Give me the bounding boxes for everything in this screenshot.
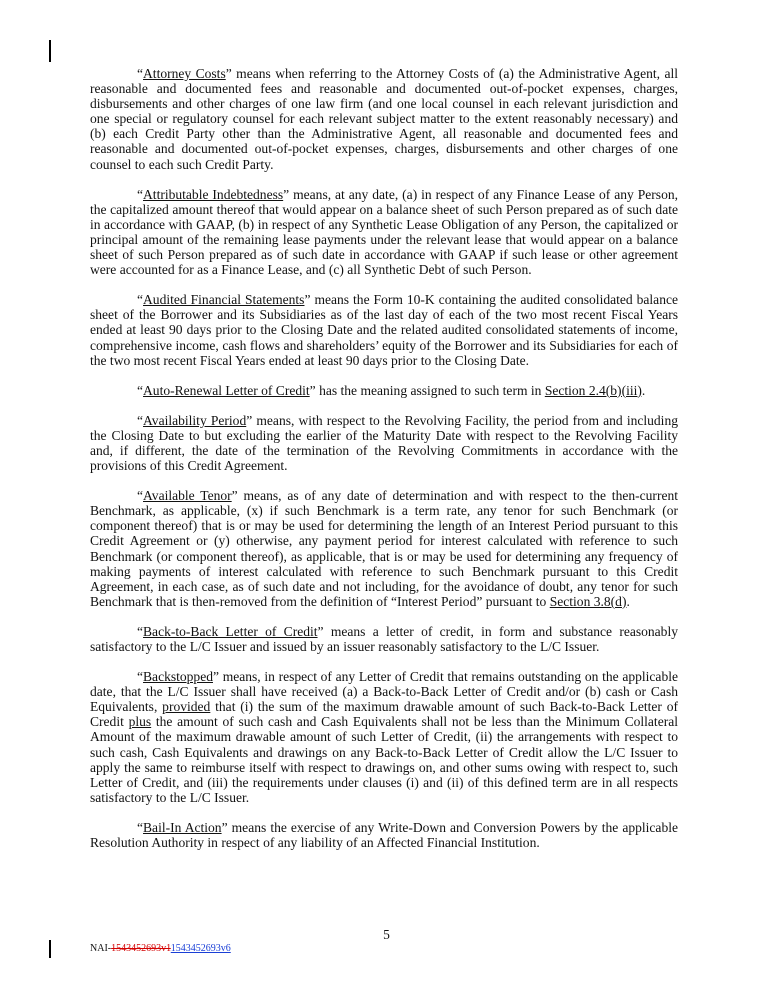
definition-text: “ [137,819,144,835]
document-id-footer [90,943,231,955]
definition-paragraph [90,292,678,367]
definition-paragraph [90,669,678,805]
definition-text: the amount of such cash and Cash Equivalents shall not be less than the Minimum Collateral Amount of the maximum drawable amount of such Letter of Credit, (ii) the arrangements with respect to such cash, Cash Equivalents and drawings on any Back-to-Back Letter of Credit allow the L/C Issuer to apply the same to reimburse itself with respect to drawings on, and other sums owing with respect to, such Letter of Credit, and (iii) the requirements under clauses (i) and (ii) of this defined term are in all respects satisfactory to the L/C Issuer. [90,714,679,805]
doc-id-inserted: 1543452693v6 [170,943,231,954]
underlined-term: Attributable Indebtedness [143,186,284,202]
doc-id-deleted: 1543452693v1 [111,943,171,954]
underlined-term: plus [128,714,152,730]
definition-text: “ [137,382,144,398]
underlined-term: Backstopped [143,669,213,685]
definition-text: ” means the exercise of any Write-Down and Conversion Powers by the applicable Resolution Authority in respect of any liability of an Affected Financial Institution. [90,819,678,851]
underlined-term: Auto-Renewal Letter of Credit [143,382,310,398]
underlined-term: Section 3.8(d) [549,593,627,609]
definition-text: “ [137,292,144,308]
definition-text: ” means, with respect to the Revolving Facility, the period from and including the Closing Date to but excluding the earlier of the Maturity Date with respect to the Revolving Facility and, if different, the date of the termination of the Revolving Commitments in accordance with the provisions of this Credit Agreement. [90,412,678,474]
underlined-term: provided [162,699,211,715]
definition-text: ” means the Form 10-K containing the audited consolidated balance sheet of the Borrower and its Subsidiaries as of the last day of each of the two most recent Fiscal Years ended at least 90 days prior to the Closing Date and the related audited consolidated statements of income, comprehensive income, cash flows and shareholders’ equity of the Borrower and its Subsidiaries for each of the two most recent Fiscal Years ended at least 90 days prior to the Closing Date. [90,292,678,368]
definition-paragraph [90,383,678,398]
definition-text: ” means, at any date, (a) in respect of any Finance Lease of any Person, the capitalized amount thereof that would appear on a balance sheet of such Person prepared as of such date in accordance with GAAP, (b) in respect of any Synthetic Lease Obligation of any Person, the capitalized or principal amount of the remaining lease payments under the relevant lease that would appear on a balance sheet of such Person prepared as of such date in accordance with GAAP if such lease or other agreement were accounted for as a Finance Lease, and (c) all Synthetic Debt of such Person. [90,186,679,278]
definition-paragraph [90,820,678,850]
definition-text: “ [137,186,144,202]
definition-paragraph [90,624,678,654]
definition-text: that (i) the sum of the maximum drawable amount of such Back-to-Back Letter of Credit [90,699,678,730]
definition-text: . [626,593,630,609]
definition-text: “ [137,623,144,639]
definition-text: ” means, in respect of any Letter of Credit that remains outstanding on the applicable date, that the L/C Issuer shall have received (a) a Back-to-Back Letter of Credit and/or (b) cash or Cash Equivalents, [90,669,678,715]
definition-paragraph [90,66,678,172]
page-number: 5 [383,927,390,942]
underlined-term: Bail-In Action [143,819,222,835]
definition-paragraph [90,187,678,278]
underlined-term: Available Tenor [143,488,232,504]
doc-id-prefix: NAI- [90,943,112,954]
definition-text: “ [137,669,144,685]
definitions-body [90,66,678,865]
change-bar-top [49,40,51,62]
definition-paragraph [90,413,678,473]
definition-text: ” means, as of any date of determination and with respect to the then-current Benchmark, as applicable, (x) if such Benchmark is a term rate, any tenor for such Benchmark (or component thereof) that is or may be used for determining the length of an Interest Period pursuant to this Credit Agreement or (y) otherwise, any payment period for interest calculated with reference to such Benchmark (or component thereof), as applicable, that is or may be used for determining any frequency of making payments of interest calculated with reference to such Benchmark pursuant to this Credit Agreement, in each case, as of such date and not including, for the avoidance of doubt, any tenor for such Benchmark that is then-removed from the definition of “Interest Period” pursuant to [90,488,679,609]
underlined-term: Attorney Costs [143,66,226,81]
definition-text: “ [137,488,144,504]
definition-text: ” has the meaning assigned to such term in [309,382,545,398]
underlined-term: Availability Period [143,412,247,428]
definition-text: . [641,382,646,398]
underlined-term: Audited Financial Statements [143,292,305,308]
underlined-term: Section 2.4(b)(iii) [544,382,642,398]
change-bar-bottom [49,940,51,958]
definition-text: “ [137,66,144,81]
definition-text: “ [137,412,144,428]
underlined-term: Back-to-Back Letter of Credit [143,623,318,639]
definition-text: ” means when referring to the Attorney Costs of (a) the Administrative Agent, all reasonable and documented fees and reasonable and documented out-of-pocket expenses, charges, disbursements and other charges of one law firm (and one local counsel in each relevant jurisdiction and one special or regulatory counsel for each relevant subject matter to the extent reasonably necessary) and (b) each Credit Party other than the Administrative Agent, all reasonable and documented fees and reasonable and documented out-of-pocket expenses, charges, disbursements and other charges of one counsel to each such Credit Party. [90,66,678,172]
definition-text: ” means a letter of credit, in form and substance reasonably satisfactory to the L/C Issuer and issued by an issuer reasonably satisfactory to the L/C Issuer. [90,623,678,654]
definition-paragraph [90,488,678,609]
